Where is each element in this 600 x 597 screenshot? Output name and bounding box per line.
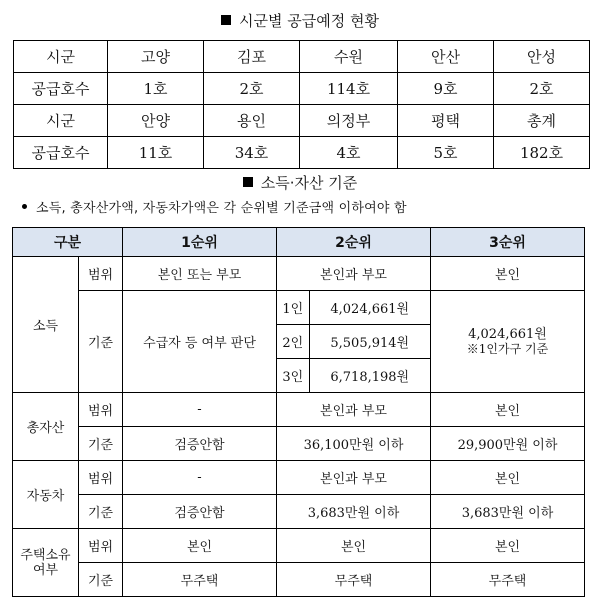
bullet-icon	[22, 204, 27, 209]
black-square-icon	[243, 177, 253, 187]
table-header-row	[13, 228, 585, 257]
table-cell: 36,100만원 이하	[277, 427, 431, 461]
income-rank3-note: ※1인가구 기준	[466, 341, 549, 356]
row-label-housing-line2: 여부	[32, 562, 59, 578]
table-cell: 수급자 등 여부 판단	[123, 291, 277, 393]
section-title-criteria-text: 소득·자산 기준	[260, 174, 358, 192]
table-cell: 의정부	[300, 105, 398, 137]
table-cell: 4호	[300, 137, 398, 169]
row-label-housing	[13, 529, 79, 597]
row-label-housing-line1: 주택소유	[20, 547, 71, 563]
table-row	[277, 291, 430, 325]
table-cell: 3,683만원 이하	[277, 495, 431, 529]
section-title-supply	[0, 10, 600, 31]
table-cell: 본인	[431, 529, 585, 563]
section-title-criteria	[0, 172, 600, 193]
table-cell: 34호	[204, 137, 300, 169]
scope-label: 범위	[79, 257, 123, 291]
table-cell: 공급호수	[14, 137, 108, 169]
table-cell: 시군	[14, 105, 108, 137]
header-category: 구분	[13, 228, 123, 257]
table-row	[277, 325, 430, 359]
criteria-note	[22, 197, 407, 216]
table-cell: 수원	[300, 41, 398, 73]
table-row	[13, 529, 585, 563]
table-cell: 본인과 부모	[277, 393, 431, 427]
section-title-supply-text: 시군별 공급예정 현황	[239, 12, 379, 30]
amount-cell: 4,024,661원	[309, 291, 430, 325]
persons-cell: 3인	[277, 359, 309, 393]
table-row	[14, 137, 590, 169]
table-row	[13, 427, 585, 461]
table-cell: 검증안함	[123, 427, 277, 461]
income-rank3-criteria	[431, 291, 585, 393]
table-cell: 본인	[431, 257, 585, 291]
supply-table	[13, 40, 590, 169]
table-row	[277, 359, 430, 393]
criteria-label: 기준	[79, 563, 123, 597]
table-cell: 2호	[494, 73, 590, 105]
table-cell: 29,900만원 이하	[431, 427, 585, 461]
criteria-label: 기준	[79, 427, 123, 461]
table-cell: 5호	[398, 137, 494, 169]
header-rank1: 1순위	[123, 228, 277, 257]
table-cell: 무주택	[431, 563, 585, 597]
table-cell: 본인과 부모	[277, 461, 431, 495]
scope-label: 범위	[79, 393, 123, 427]
table-cell: 안양	[108, 105, 204, 137]
table-cell: 본인	[431, 393, 585, 427]
table-row	[13, 257, 585, 291]
table-cell: 본인	[123, 529, 277, 563]
table-cell: 평택	[398, 105, 494, 137]
table-cell: 안성	[494, 41, 590, 73]
persons-cell: 2인	[277, 325, 309, 359]
table-cell: 2호	[204, 73, 300, 105]
table-row	[13, 563, 585, 597]
table-row	[13, 291, 585, 393]
criteria-label: 기준	[79, 495, 123, 529]
table-cell: -	[123, 461, 277, 495]
table-cell: 시군	[14, 41, 108, 73]
table-cell: 9호	[398, 73, 494, 105]
black-square-icon	[221, 15, 231, 25]
criteria-label: 기준	[79, 291, 123, 393]
table-cell: 무주택	[277, 563, 431, 597]
criteria-note-text: 소득, 총자산가액, 자동차가액은 각 순위별 기준금액 이하여야 함	[36, 201, 407, 216]
row-label-car: 자동차	[13, 461, 79, 529]
table-cell: 김포	[204, 41, 300, 73]
table-cell: 182호	[494, 137, 590, 169]
header-rank2: 2순위	[277, 228, 431, 257]
scope-label: 범위	[79, 461, 123, 495]
row-label-income: 소득	[13, 257, 79, 393]
table-cell: 무주택	[123, 563, 277, 597]
table-cell: 총계	[494, 105, 590, 137]
scope-label: 범위	[79, 529, 123, 563]
table-cell: 11호	[108, 137, 204, 169]
table-cell: 본인과 부모	[277, 257, 431, 291]
table-row	[13, 461, 585, 495]
income-rank2-subtable	[277, 291, 430, 392]
table-row	[13, 495, 585, 529]
row-label-assets: 총자산	[13, 393, 79, 461]
table-cell: 본인	[277, 529, 431, 563]
amount-cell: 5,505,914원	[309, 325, 430, 359]
table-cell: 고양	[108, 41, 204, 73]
criteria-table	[12, 227, 585, 597]
table-cell: 검증안함	[123, 495, 277, 529]
table-row	[14, 105, 590, 137]
table-cell: 본인 또는 부모	[123, 257, 277, 291]
table-cell: 1호	[108, 73, 204, 105]
income-rank2-subtable-cell	[277, 291, 431, 393]
table-cell: 공급호수	[14, 73, 108, 105]
amount-cell: 6,718,198원	[330, 370, 410, 385]
table-cell: -	[123, 393, 277, 427]
table-cell: 용인	[204, 105, 300, 137]
table-row	[14, 73, 590, 105]
income-rank3-amount: 4,024,661원	[468, 326, 547, 342]
header-rank3: 3순위	[431, 228, 585, 257]
table-row	[14, 41, 590, 73]
table-row	[13, 393, 585, 427]
table-cell: 114호	[300, 73, 398, 105]
persons-cell: 1인	[277, 291, 309, 325]
table-cell: 안산	[398, 41, 494, 73]
table-cell: 본인	[431, 461, 585, 495]
table-cell: 3,683만원 이하	[431, 495, 585, 529]
